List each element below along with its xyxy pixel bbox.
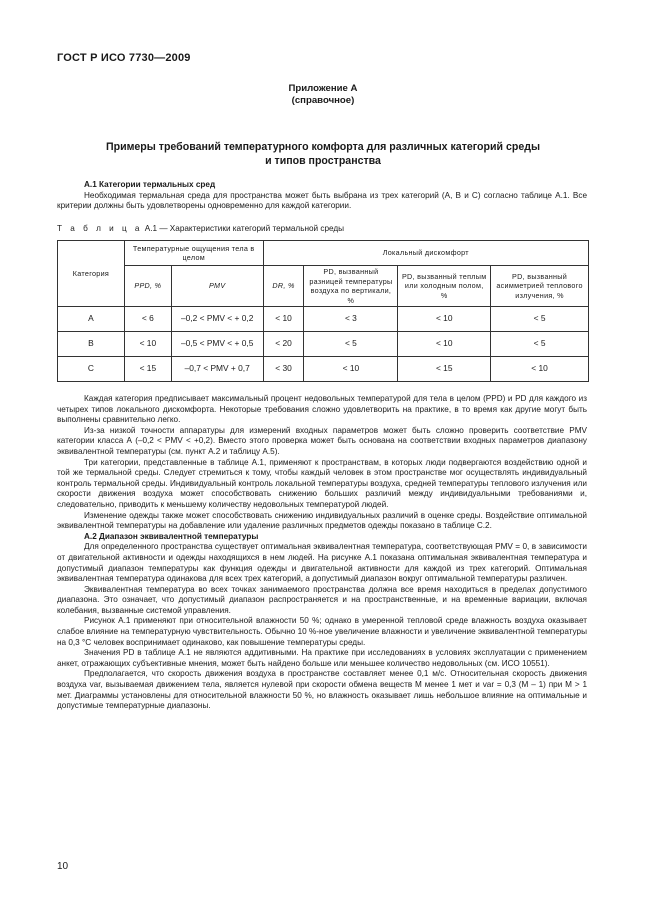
header-ppd: PPD, % <box>134 281 162 291</box>
annex-heading <box>0 83 646 107</box>
page-number: 10 <box>57 861 69 872</box>
header-whole-body: Температурные ощущения тела в целом <box>124 241 263 266</box>
table-caption <box>57 224 344 233</box>
annex-title: Приложение А <box>288 83 358 94</box>
cell-ppd: < 15 <box>124 357 171 382</box>
section-a1 <box>57 180 587 212</box>
standard-header: ГОСТ Р ИСО 7730—2009 <box>57 52 191 64</box>
annex-subtitle: (справочное) <box>291 95 355 106</box>
cell-pd-vertical: < 5 <box>304 332 398 357</box>
header-dr: DR, % <box>272 281 295 291</box>
cell-pmv: –0,7 < PMV + 0,7 <box>171 357 263 382</box>
cell-category: В <box>58 332 125 357</box>
cell-pd-vertical: < 3 <box>304 307 398 332</box>
paragraph: Предполагается, что скорость движения воздуха в пространстве составляет менее 0,1 м/с. Относительная скорость движения воздуха var, вызываемая движением тела, является нулевой при скорости обмена веществ М менее 1 мет и var = 0,3 (М – 1) при М > 1 мет. Диаграммы установлены для относительной влажности 50 %, но влажность оказывает лишь небольшое влияние на оптимальные и допустимые температурные диапазоны. <box>57 669 587 711</box>
document-title <box>0 140 646 168</box>
paragraph: Необходимая термальная среда для пространства может быть выбрана из трех категорий (А, В и С) согласно таблице А.1. Все критерии должны быть удовлетворены одновременно для каждой категории. <box>57 190 587 211</box>
table-caption-prefix: Т а б л и ц а <box>57 224 143 233</box>
header-category: Категория <box>58 241 125 307</box>
header-pd-vertical: PD, вызванный разницей температуры воздуха по вертикали, % <box>304 266 398 307</box>
paragraph: Значения PD в таблице А.1 не являются аддитивными. На практике при исследованиях в условиях эксплуатации с применением анкет, отражающих субъективные мнения, может быть найдено больше или меньшее количество недовольных (см. ИСО 10551). <box>57 648 587 668</box>
cell-ppd: < 10 <box>124 332 171 357</box>
cell-pd-radiant: < 5 <box>491 332 589 357</box>
table-row <box>58 357 589 382</box>
paragraph: Каждая категория предписывает максимальный процент недовольных температурой для тела в целом (PPD) и PD для каждого из четырех типов локального дискомфорта. Некоторые требования сложно удовлетворить на практике, в то время как другие могут быть выполнены сравнительно легко. <box>57 394 587 425</box>
table-caption-text: А.1 — Характеристики категорий термальной среды <box>144 224 345 233</box>
cell-dr: < 10 <box>263 307 304 332</box>
cell-pd-vertical: < 10 <box>304 357 398 382</box>
header-local-discomfort: Локальный дискомфорт <box>263 241 588 266</box>
paragraph: Для определенного пространства существует оптимальная эквивалентная температура, соответствующая PMV = 0, в зависимости от двигательной активности и одежды находящихся в нем людей. На рисунке А.1 показана оптимальная эквивалентная температура и допустимый диапазон температуры как функция одежды и двигательной активности для каждой из трех категорий. Оптимальная эквивалентная температура одинакова для всех трех категорий, а допустимый диапазон вокруг оптимальной температуры различен. <box>57 542 587 584</box>
title-line-1: Примеры требований температурного комфорта для различных категорий среды <box>105 141 540 153</box>
header-pmv: PMV <box>208 281 226 291</box>
cell-pmv: –0,2 < PMV < + 0,2 <box>171 307 263 332</box>
table-row <box>58 307 589 332</box>
cell-pd-radiant: < 5 <box>491 307 589 332</box>
header-pd-radiant: PD, вызванный асимметрией теплового излучения, % <box>491 266 589 307</box>
paragraph: Из-за низкой точности аппаратуры для измерений входных параметров может быть сложно проверить соответствие PMV категории класса А (–0,2 < PMV < +0,2). Вместо этого проверка может быть основана на соответствии входных параметров диапазону эквивалентной температуры (см. пункт А.2 и таблицу А.5). <box>57 425 587 456</box>
cell-pd-floor: < 10 <box>398 307 491 332</box>
cell-pd-floor: < 15 <box>398 357 491 382</box>
paragraph: Рисунок А.1 применяют при относительной влажности 50 %; однако в умеренной тепловой среде влажность воздуха оказывает слабое влияние на температурную чувствительность. Обычно 10 %-ное увеличение влажности и увеличение эквивалентной температуры на 0,3 °С человек воспринимает одинаково, как повышение температуры среды. <box>57 616 587 647</box>
title-line-2: и типов пространства <box>265 155 381 167</box>
header-pd-floor: PD, вызванный теплым или холодным полом, % <box>398 266 491 307</box>
cell-category: С <box>58 357 125 382</box>
cell-pmv: –0,5 < PMV < + 0,5 <box>171 332 263 357</box>
paragraph: Эквивалентная температура во всех точках занимаемого пространства должна все время находиться в пределах допустимого диапазона. Это означает, что допустимый диапазон распространяется и на пространственные, и на временные вариации, включая колебания, вызванные системой управления. <box>57 584 587 615</box>
cell-category: А <box>58 307 125 332</box>
cell-pd-radiant: < 10 <box>491 357 589 382</box>
cell-dr: < 20 <box>263 332 304 357</box>
body-text <box>57 394 587 712</box>
paragraph: Три категории, представленные в таблице А.1, применяют к пространствам, в которых люди подвергаются воздействию одной и той же термальной среды. Следует стремиться к тому, чтобы каждый человек в этом пространстве мог осуществлять индивидуальный контроль термальной среды. Индивидуальный контроль локальной температуры воздуха, средней температуры теплового излучения или скорости движения воздуха может способствовать снижению больших различий между индивидуальными требованиями и, следовательно, приводить к меньшему количеству недовольных температурой людей. <box>57 457 587 509</box>
cell-ppd: < 6 <box>124 307 171 332</box>
cell-pd-floor: < 10 <box>398 332 491 357</box>
table-row <box>58 332 589 357</box>
cell-dr: < 30 <box>263 357 304 382</box>
categories-table <box>57 240 589 382</box>
paragraph: Изменение одежды также может способствовать снижению индивидуальных различий в оценке среды. Воздействие оптимальной эквивалентной температуры на добавление или удаление различных предметов одежды показано в таблице С.2. <box>57 510 587 531</box>
section-a1-heading: A.1 Категории термальных сред <box>84 180 216 189</box>
section-a2-heading: А.2 Диапазон эквивалентной температуры <box>84 531 259 541</box>
